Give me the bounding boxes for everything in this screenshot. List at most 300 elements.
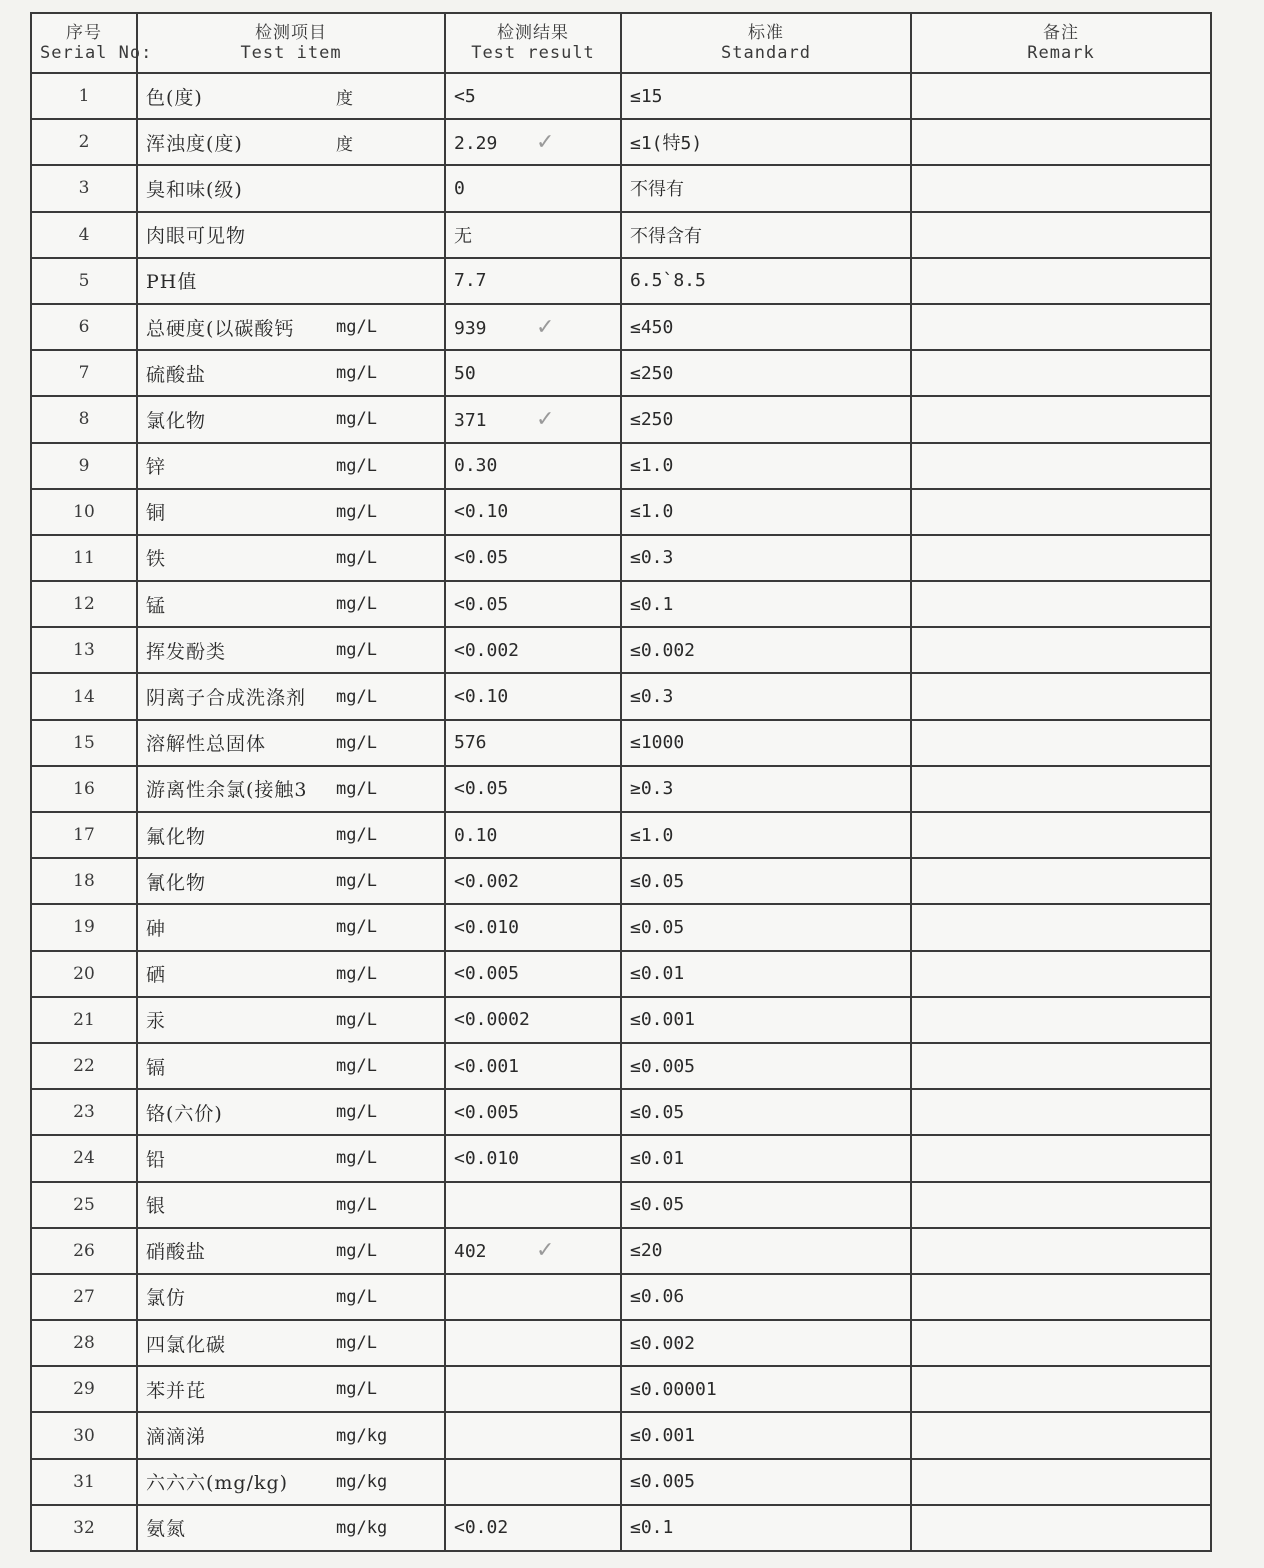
test-item-wrapper — [146, 452, 436, 479]
check-mark-icon: ✓ — [536, 129, 555, 155]
header-test-result — [445, 13, 621, 73]
test-item-wrapper — [146, 1191, 436, 1218]
test-item-cell — [137, 673, 445, 719]
test-result-cell — [445, 304, 621, 350]
test-item-name: 滴滴涕 — [146, 1426, 207, 1449]
serial-number-cell: 31 — [31, 1459, 137, 1505]
remark-cell — [911, 396, 1211, 442]
remark-cell — [911, 1274, 1211, 1320]
table-row — [31, 1182, 1211, 1228]
header-test-item-en: Test item — [240, 43, 342, 63]
serial-number-cell: 27 — [31, 1274, 137, 1320]
test-item-cell — [137, 212, 445, 258]
serial-number-cell: 13 — [31, 627, 137, 673]
test-result-cell — [445, 1366, 621, 1412]
test-result-cell — [445, 997, 621, 1043]
remark-cell — [911, 119, 1211, 165]
test-item-name: 氨氮 — [146, 1518, 187, 1541]
test-result-value: <0.001 — [454, 1055, 520, 1077]
test-item-unit: mg/kg — [336, 1471, 388, 1492]
test-item-wrapper — [146, 1237, 436, 1264]
table-row — [31, 673, 1211, 719]
test-item-wrapper — [146, 1099, 436, 1126]
table-row — [31, 1089, 1211, 1135]
test-result-cell — [445, 165, 621, 211]
serial-number-cell: 4 — [31, 212, 137, 258]
test-item-name: 银 — [146, 1195, 167, 1218]
test-item-name: 硫酸盐 — [146, 363, 207, 386]
test-item-cell — [137, 350, 445, 396]
serial-number-cell: 6 — [31, 304, 137, 350]
test-item-unit: mg/L — [336, 871, 377, 892]
standard-cell: ≤1(特5) — [621, 119, 911, 165]
test-result-value: 402 — [454, 1241, 487, 1263]
test-item-name: 游离性余氯(接触3 — [146, 779, 308, 802]
test-item-cell — [137, 443, 445, 489]
test-item-wrapper — [146, 822, 436, 849]
remark-cell — [911, 1043, 1211, 1089]
test-item-cell — [137, 1274, 445, 1320]
standard-cell: ≤0.002 — [621, 1320, 911, 1366]
test-result-cell — [445, 1089, 621, 1135]
test-item-cell — [137, 766, 445, 812]
remark-cell — [911, 489, 1211, 535]
test-result-value: 576 — [454, 732, 487, 754]
test-item-name: 锌 — [146, 456, 167, 479]
standard-cell: ≤0.06 — [621, 1274, 911, 1320]
standard-cell: ≤1.0 — [621, 812, 911, 858]
table-row — [31, 1412, 1211, 1458]
serial-number-cell: 18 — [31, 858, 137, 904]
header-row — [31, 13, 1211, 73]
header-test-item-cn: 检测项目 — [255, 23, 327, 43]
test-item-cell — [137, 720, 445, 766]
serial-number-cell: 25 — [31, 1182, 137, 1228]
table-row — [31, 904, 1211, 950]
test-result-cell — [445, 489, 621, 535]
standard-cell: ≤20 — [621, 1228, 911, 1274]
test-item-wrapper — [146, 683, 436, 710]
standard-cell: ≤0.005 — [621, 1043, 911, 1089]
remark-cell — [911, 997, 1211, 1043]
table-row — [31, 1320, 1211, 1366]
test-result-cell — [445, 1228, 621, 1274]
remark-cell — [911, 1228, 1211, 1274]
test-result-cell — [445, 766, 621, 812]
remark-cell — [911, 766, 1211, 812]
table-row — [31, 581, 1211, 627]
test-item-wrapper — [146, 868, 436, 895]
test-item-name: 色(度) — [146, 86, 203, 109]
header-standard — [621, 13, 911, 73]
test-result-value: <0.010 — [454, 1147, 520, 1169]
test-item-cell — [137, 1412, 445, 1458]
test-item-unit: mg/L — [336, 1009, 377, 1030]
test-result-cell — [445, 858, 621, 904]
remark-cell — [911, 951, 1211, 997]
remark-cell — [911, 1135, 1211, 1181]
test-result-cell — [445, 258, 621, 304]
test-result-value: <0.005 — [454, 963, 520, 985]
table-row — [31, 350, 1211, 396]
serial-number-cell: 29 — [31, 1366, 137, 1412]
test-item-wrapper — [146, 591, 436, 618]
remark-cell — [911, 350, 1211, 396]
remark-cell — [911, 1320, 1211, 1366]
remark-cell — [911, 1366, 1211, 1412]
test-item-name: 氯仿 — [146, 1287, 187, 1310]
test-item-unit: mg/kg — [336, 1425, 388, 1446]
test-item-unit: 度 — [336, 88, 353, 109]
test-item-cell — [137, 812, 445, 858]
test-item-unit: mg/L — [336, 686, 377, 707]
remark-cell — [911, 304, 1211, 350]
remark-cell — [911, 812, 1211, 858]
test-item-unit: 度 — [336, 134, 353, 155]
serial-number-cell: 23 — [31, 1089, 137, 1135]
test-item-name: 溶解性总固体 — [146, 733, 267, 756]
header-serial-cn: 序号 — [66, 23, 102, 43]
test-result-cell — [445, 443, 621, 489]
test-result-cell — [445, 581, 621, 627]
test-result-cell — [445, 720, 621, 766]
standard-cell: ≤0.05 — [621, 1182, 911, 1228]
remark-cell — [911, 1459, 1211, 1505]
test-result-cell — [445, 1043, 621, 1089]
test-item-wrapper — [146, 775, 436, 802]
remark-cell — [911, 720, 1211, 766]
test-item-unit: mg/kg — [336, 1517, 388, 1538]
test-result-value: <0.002 — [454, 870, 520, 892]
standard-cell: ≤15 — [621, 73, 911, 119]
test-item-wrapper — [146, 314, 436, 341]
remark-cell — [911, 904, 1211, 950]
test-item-name: 六六六(mg/kg) — [146, 1472, 289, 1495]
test-item-cell — [137, 258, 445, 304]
standard-cell: 6.5`8.5 — [621, 258, 911, 304]
test-item-name: 挥发酚类 — [146, 640, 227, 663]
serial-number-cell: 9 — [31, 443, 137, 489]
check-mark-icon: ✓ — [536, 1238, 555, 1264]
table-row — [31, 165, 1211, 211]
test-result-cell — [445, 673, 621, 719]
header-serial-en: Serial No: — [40, 43, 153, 63]
test-result-cell — [445, 396, 621, 442]
test-result-value: 371 — [454, 409, 487, 431]
test-item-unit: mg/L — [336, 1379, 377, 1400]
test-item-unit: mg/L — [336, 1056, 377, 1077]
test-item-unit: mg/L — [336, 594, 377, 615]
test-result-value: 无 — [454, 225, 472, 247]
test-item-wrapper — [146, 960, 436, 987]
remark-cell — [911, 258, 1211, 304]
test-item-cell — [137, 904, 445, 950]
test-item-cell — [137, 858, 445, 904]
test-result-value: 2.29 — [454, 132, 498, 154]
test-item-wrapper — [146, 1053, 436, 1080]
test-item-unit: mg/L — [336, 1286, 377, 1307]
test-result-value: 7.7 — [454, 270, 487, 292]
test-item-unit: mg/L — [336, 963, 377, 984]
test-result-value: 939 — [454, 317, 487, 339]
test-item-name: 镉 — [146, 1056, 167, 1079]
test-item-cell — [137, 1320, 445, 1366]
test-item-name: PH值 — [146, 271, 198, 294]
test-item-name: 氰化物 — [146, 871, 207, 894]
test-result-value: <0.10 — [454, 686, 509, 708]
test-item-wrapper — [146, 914, 436, 941]
test-result-cell — [445, 1320, 621, 1366]
test-result-cell — [445, 212, 621, 258]
standard-cell: ≤1000 — [621, 720, 911, 766]
test-result-value: 0 — [454, 177, 465, 199]
test-item-cell — [137, 1089, 445, 1135]
test-result-value: <0.10 — [454, 501, 509, 523]
test-result-value: <0.02 — [454, 1517, 509, 1539]
serial-number-cell: 8 — [31, 396, 137, 442]
test-result-cell — [445, 1459, 621, 1505]
test-item-cell — [137, 997, 445, 1043]
test-item-unit: mg/L — [336, 732, 377, 753]
test-item-unit: mg/L — [336, 1240, 377, 1261]
test-result-cell — [445, 119, 621, 165]
test-item-unit: mg/L — [336, 455, 377, 476]
test-item-cell — [137, 581, 445, 627]
serial-number-cell: 28 — [31, 1320, 137, 1366]
table-row — [31, 119, 1211, 165]
test-item-cell — [137, 627, 445, 673]
test-result-cell — [445, 1135, 621, 1181]
test-item-wrapper — [146, 637, 436, 664]
serial-number-cell: 21 — [31, 997, 137, 1043]
test-result-value: <0.0002 — [454, 1009, 530, 1031]
standard-cell: ≤0.001 — [621, 1412, 911, 1458]
serial-number-cell: 12 — [31, 581, 137, 627]
test-item-name: 砷 — [146, 917, 167, 940]
serial-number-cell: 32 — [31, 1505, 137, 1551]
test-item-name: 肉眼可见物 — [146, 225, 247, 248]
standard-cell: ≤0.005 — [621, 1459, 911, 1505]
standard-cell: ≤0.00001 — [621, 1366, 911, 1412]
standard-cell: ≤1.0 — [621, 489, 911, 535]
serial-number-cell: 19 — [31, 904, 137, 950]
serial-number-cell: 11 — [31, 535, 137, 581]
test-result-value: <0.002 — [454, 639, 520, 661]
remark-cell — [911, 858, 1211, 904]
header-standard-en: Standard — [721, 43, 811, 63]
standard-cell: ≤0.05 — [621, 1089, 911, 1135]
test-result-cell — [445, 350, 621, 396]
test-item-name: 总硬度(以碳酸钙 — [146, 317, 295, 340]
test-result-cell — [445, 1182, 621, 1228]
test-item-cell — [137, 951, 445, 997]
header-test-item — [137, 13, 445, 73]
standard-cell: ≤0.1 — [621, 1505, 911, 1551]
test-item-name: 硝酸盐 — [146, 1241, 207, 1264]
standard-cell: ≤250 — [621, 350, 911, 396]
standard-cell: ≤0.01 — [621, 951, 911, 997]
test-item-cell — [137, 304, 445, 350]
serial-number-cell: 20 — [31, 951, 137, 997]
remark-cell — [911, 581, 1211, 627]
test-item-cell — [137, 73, 445, 119]
test-item-unit: mg/L — [336, 501, 377, 522]
test-item-name: 臭和味(级) — [146, 178, 243, 201]
test-result-value: <0.005 — [454, 1101, 520, 1123]
test-item-name: 锰 — [146, 594, 167, 617]
test-item-cell — [137, 1505, 445, 1551]
test-item-wrapper — [146, 267, 436, 294]
test-item-unit: mg/L — [336, 1102, 377, 1123]
test-item-wrapper — [146, 1514, 436, 1541]
test-item-wrapper — [146, 544, 436, 571]
test-item-cell — [137, 1043, 445, 1089]
remark-cell — [911, 212, 1211, 258]
test-item-wrapper — [146, 1376, 436, 1403]
serial-number-cell: 17 — [31, 812, 137, 858]
table-row — [31, 535, 1211, 581]
table-row — [31, 812, 1211, 858]
test-item-name: 阴离子合成洗涤剂 — [146, 687, 307, 710]
test-item-unit: mg/L — [336, 1148, 377, 1169]
test-item-name: 汞 — [146, 1010, 167, 1033]
test-item-wrapper — [146, 406, 436, 433]
test-item-wrapper — [146, 83, 436, 110]
table-row — [31, 1274, 1211, 1320]
remark-cell — [911, 535, 1211, 581]
standard-cell: ≤0.3 — [621, 535, 911, 581]
test-item-wrapper — [146, 129, 436, 156]
serial-number-cell: 5 — [31, 258, 137, 304]
table-row — [31, 1505, 1211, 1551]
serial-number-cell: 1 — [31, 73, 137, 119]
remark-cell — [911, 1089, 1211, 1135]
test-item-unit: mg/L — [336, 547, 377, 568]
serial-number-cell: 24 — [31, 1135, 137, 1181]
test-item-name: 硒 — [146, 964, 167, 987]
test-item-name: 铅 — [146, 1148, 167, 1171]
test-item-name: 铜 — [146, 502, 167, 525]
test-result-cell — [445, 951, 621, 997]
serial-number-cell: 15 — [31, 720, 137, 766]
test-item-cell — [137, 396, 445, 442]
table-row — [31, 997, 1211, 1043]
header-remark-cn: 备注 — [1043, 23, 1079, 43]
table-row — [31, 858, 1211, 904]
serial-number-cell: 26 — [31, 1228, 137, 1274]
table-row — [31, 766, 1211, 812]
test-item-cell — [137, 1228, 445, 1274]
header-remark — [911, 13, 1211, 73]
test-item-name: 铬(六价) — [146, 1102, 223, 1125]
serial-number-cell: 30 — [31, 1412, 137, 1458]
test-item-wrapper — [146, 729, 436, 756]
test-item-cell — [137, 1135, 445, 1181]
remark-cell — [911, 165, 1211, 211]
test-item-unit: mg/L — [336, 917, 377, 938]
test-item-wrapper — [146, 1330, 436, 1357]
test-item-cell — [137, 1366, 445, 1412]
test-item-wrapper — [146, 1283, 436, 1310]
standard-cell: 不得含有 — [621, 212, 911, 258]
test-result-value: <0.010 — [454, 916, 520, 938]
table-row — [31, 212, 1211, 258]
standard-cell: ≥0.3 — [621, 766, 911, 812]
serial-number-cell: 2 — [31, 119, 137, 165]
test-item-cell — [137, 165, 445, 211]
test-item-cell — [137, 1182, 445, 1228]
table-row — [31, 720, 1211, 766]
test-result-cell — [445, 904, 621, 950]
test-item-wrapper — [146, 1468, 436, 1495]
table-row — [31, 73, 1211, 119]
table-row — [31, 1459, 1211, 1505]
standard-cell: ≤1.0 — [621, 443, 911, 489]
test-item-wrapper — [146, 175, 436, 202]
table-row — [31, 1043, 1211, 1089]
water-test-report-table — [30, 12, 1212, 1552]
test-result-value: 50 — [454, 362, 476, 384]
remark-cell — [911, 673, 1211, 719]
standard-cell: ≤0.1 — [621, 581, 911, 627]
table-row — [31, 1135, 1211, 1181]
test-item-wrapper — [146, 498, 436, 525]
standard-cell: 不得有 — [621, 165, 911, 211]
test-result-cell — [445, 1412, 621, 1458]
table-row — [31, 951, 1211, 997]
test-item-name: 四氯化碳 — [146, 1333, 227, 1356]
test-item-unit: mg/L — [336, 1333, 377, 1354]
test-item-name: 铁 — [146, 548, 167, 571]
table-row — [31, 258, 1211, 304]
serial-number-cell: 10 — [31, 489, 137, 535]
test-item-unit: mg/L — [336, 778, 377, 799]
test-item-wrapper — [146, 1422, 436, 1449]
test-item-wrapper — [146, 1006, 436, 1033]
serial-number-cell: 16 — [31, 766, 137, 812]
remark-cell — [911, 1412, 1211, 1458]
test-result-cell — [445, 1274, 621, 1320]
standard-cell: ≤0.05 — [621, 858, 911, 904]
test-item-unit: mg/L — [336, 640, 377, 661]
table-row — [31, 1228, 1211, 1274]
header-serial — [31, 13, 153, 73]
test-item-cell — [137, 535, 445, 581]
remark-cell — [911, 73, 1211, 119]
serial-number-cell: 7 — [31, 350, 137, 396]
serial-number-cell: 3 — [31, 165, 137, 211]
test-item-name: 氯化物 — [146, 409, 207, 432]
remark-cell — [911, 627, 1211, 673]
header-remark-en: Remark — [1027, 43, 1095, 63]
table-body — [31, 73, 1211, 1551]
test-result-value: <0.05 — [454, 593, 509, 615]
test-result-cell — [445, 535, 621, 581]
remark-cell — [911, 1182, 1211, 1228]
test-item-unit: mg/L — [336, 363, 377, 384]
test-item-wrapper — [146, 1145, 436, 1172]
test-item-name: 苯并芘 — [146, 1379, 207, 1402]
standard-cell: ≤0.3 — [621, 673, 911, 719]
test-item-cell — [137, 1459, 445, 1505]
test-item-wrapper — [146, 360, 436, 387]
test-item-unit: mg/L — [336, 317, 377, 338]
table-row — [31, 443, 1211, 489]
test-item-unit: mg/L — [336, 409, 377, 430]
remark-cell — [911, 443, 1211, 489]
test-item-name: 浑浊度(度) — [146, 132, 243, 155]
test-result-value: 0.30 — [454, 455, 498, 477]
